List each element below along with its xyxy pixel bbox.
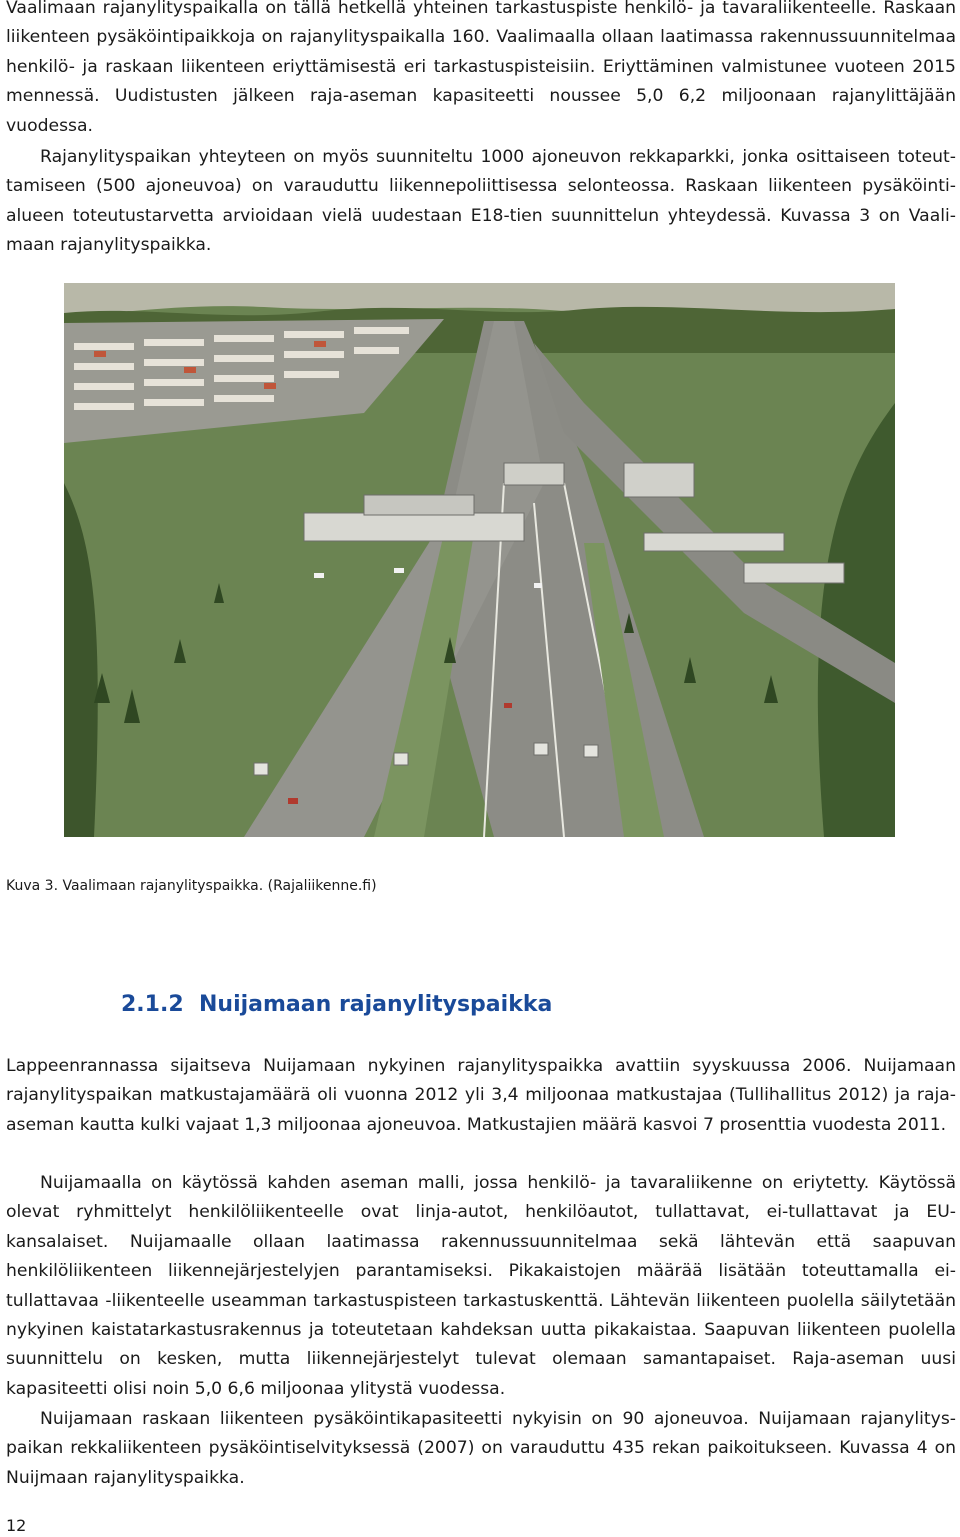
intro-paragraph-1: Vaalimaan rajanylityspaikalla on tällä hetkellä yhteinen tarkastuspiste henkilö- ja tavaraliikenteelle. Raskaan liikenteen pysäköintipaikkoja on rajanylityspaikalla 160. Vaalimaalla ollaan laatimassa rakennussuunnitelmaa henkilö- ja raskaan liikenteen eriyttämisestä eri tarkastuspisteisiin. Eriyttäminen valmistunee vuoteen 2015 mennessä. Uudistusten jälkeen raja-aseman kapasiteetti noussee 5,0 6,2 miljoonaan rajanylittäjään vuodessa. xyxy=(6,0,956,136)
section-paragraph-2 xyxy=(6,1169,956,1404)
section-number: 2.1.2 xyxy=(121,992,184,1017)
section-title: Nuijamaan rajanylityspaikka xyxy=(199,992,553,1017)
intro-paragraph-2-text: Rajanylityspaikan yhteyteen on myös suunniteltu 1000 ajoneuvon rekkaparkki, jonka osittaiseen toteuttamiseen (500 ajoneuvoa) on varauduttu liikennepoliittisessa selonteossa. Raskaan liikenteen pysäköintialueen toteutustarvetta arvioidaan vielä uudestaan E18-tien suunnittelun yhteydessä. Kuvassa 3 on Vaalimaan rajanylityspaikka. xyxy=(6,147,956,256)
figure-caption: Kuva 3. Vaalimaan rajanylityspaikka. (Rajaliikenne.fi) xyxy=(6,878,377,894)
section-heading xyxy=(121,990,552,1020)
section-paragraph-3 xyxy=(6,1405,956,1493)
aerial-photo-illustration xyxy=(64,283,895,837)
page-number: 12 xyxy=(6,1516,27,1535)
section-paragraph-1: Lappeenrannassa sijaitseva Nuijamaan nykyinen rajanylityspaikka avattiin syyskuussa 2006. Nuijamaan rajanylityspaikan matkustajamäärä oli vuonna 2012 yli 3,4 miljoonaa matkustajaa (Tullihallitus 2012) ja rajaaseman kautta kulki vajaat 1,3 miljoonaa ajoneuvoa. Matkustajien määrä kasvoi 7 prosenttia vuodesta 2011. xyxy=(6,1056,956,1135)
border-crossing-aerial-photo xyxy=(64,283,895,837)
section-paragraph-3-text: Nuijamaan raskaan liikenteen pysäköintikapasiteetti nykyisin on 90 ajoneuvoa. Nuijamaan rajanylityspaikan rekkaliikenteen pysäköintiselvityksessä (2007) on varauduttu 435 rekan paikoitukseen. Kuvassa 4 on Nuijmaan rajanylityspaikka. xyxy=(6,1409,956,1488)
intro-paragraph-2 xyxy=(6,143,956,261)
section-paragraph-2-text: Nuijamaalla on käytössä kahden aseman malli, jossa henkilö- ja tavaraliikenne on eriytetty. Käytössä olevat ryhmittelyt henkilöliikenteelle ovat linja-autot, henkilöautot, tullattavat, ei-tullattavat ja EU-kansalaiset. Nuijamaalle ollaan laatimassa rakennussuunnitelmaa sekä lähtevän että saapuvan henkilöliikenteen liikennejärjestelyjen parantamiseksi. Pikakaistojen määrää lisätään toteuttamalla ei-tullattavaa -liikenteelle useamman tarkastuspisteen tarkastuskenttä. Lähtevän liikenteen puolella säilytetään nykyinen kaistatarkastusrakennus ja toteutetaan kahdeksan uutta pikakaistaa. Saapuvan liikenteen puolella suunnittelu on kesken, mutta liikennejärjestelyt tulevat olemaan samantapaiset. Raja-aseman uusi kapasiteetti olisi noin 5,0 6,6 miljoonaa ylitystä vuodessa. xyxy=(6,1173,956,1399)
